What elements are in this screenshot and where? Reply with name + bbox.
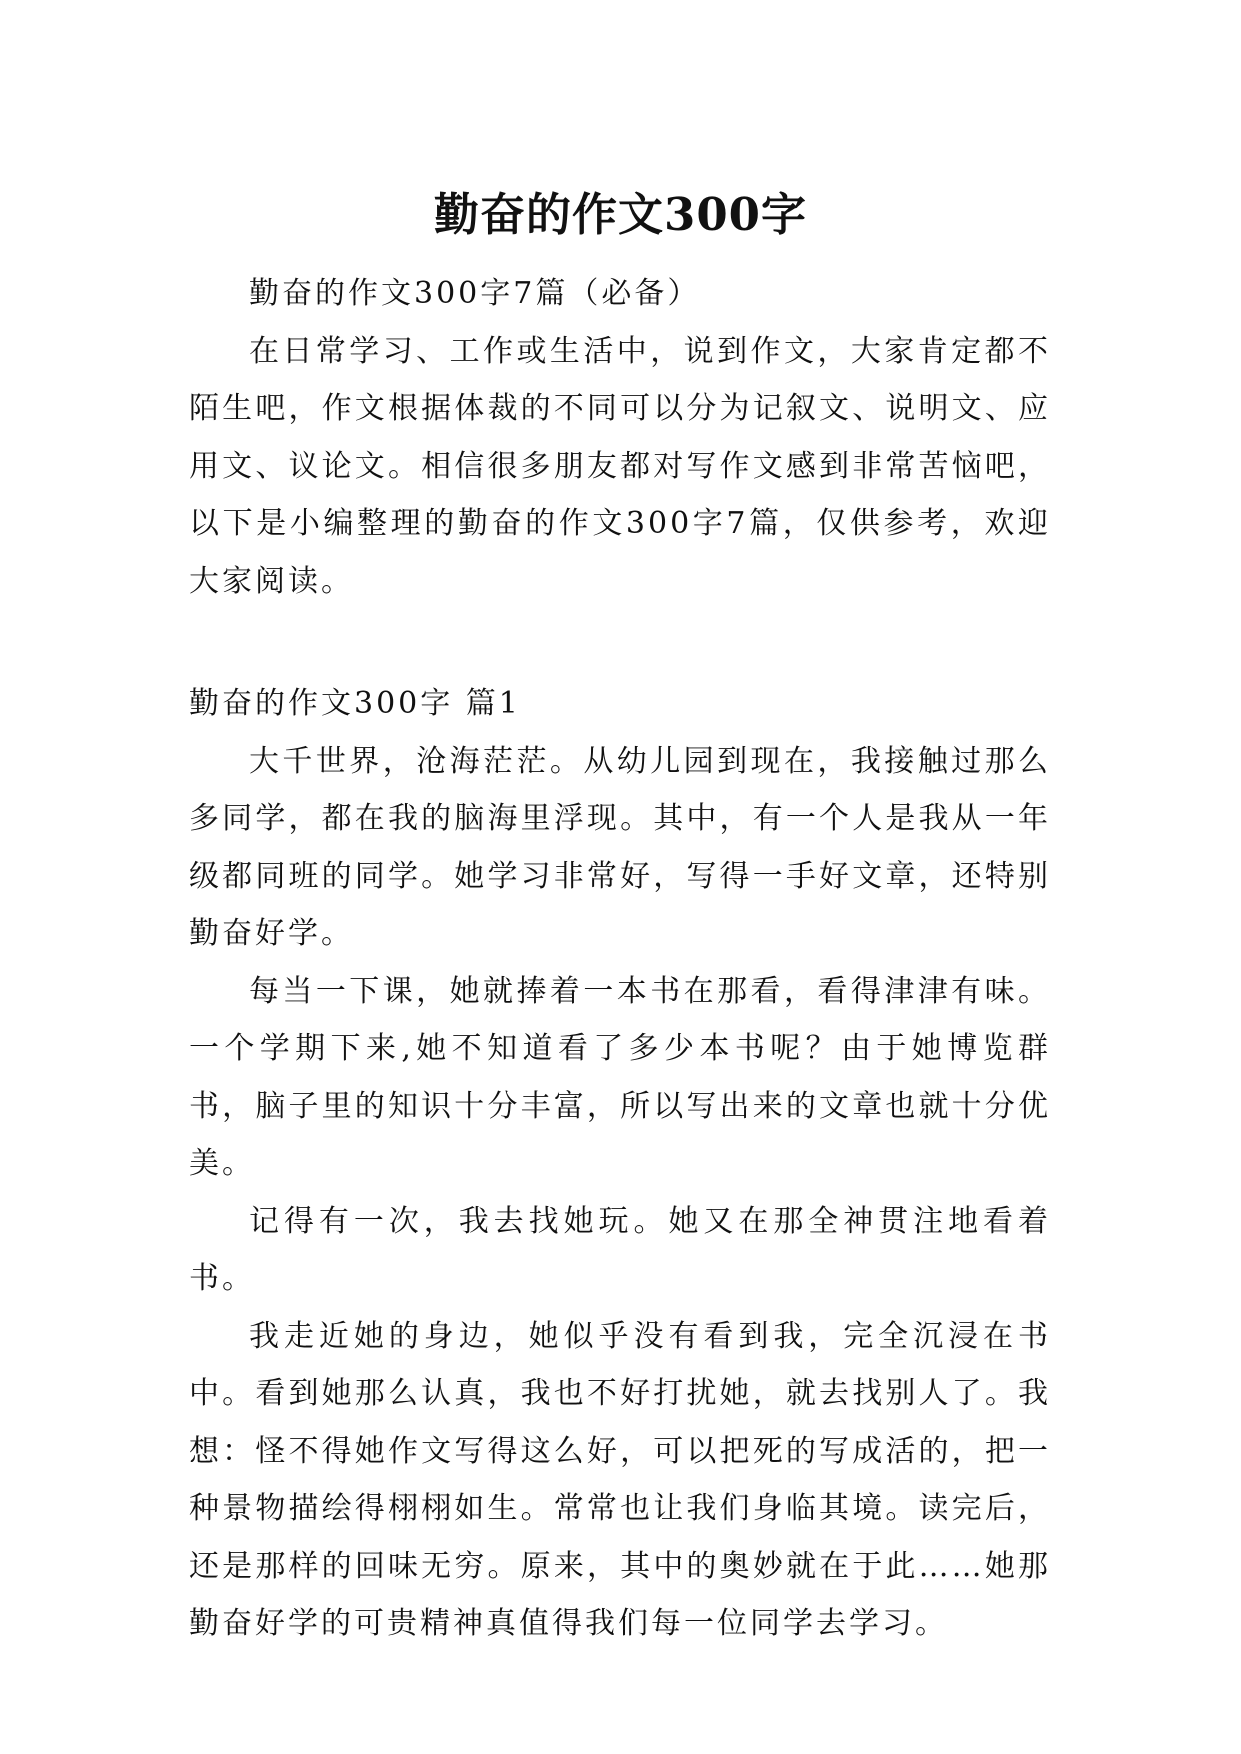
essay-paragraph: 大千世界，沧海茫茫。从幼儿园到现在，我接触过那么多同学，都在我的脑海里浮现。其中，有一个人是我从一年级都同班的同学。她学习非常好，写得一手好文章，还特别勤奋好学。	[189, 743, 1051, 951]
intro-section	[189, 265, 1051, 610]
essay-heading: 勤奋的作文300字 篇1	[189, 686, 521, 721]
essay-section	[189, 675, 1051, 1653]
essay-paragraph: 我走近她的身边，她似乎没有看到我，完全沉浸在书中。看到她那么认真，我也不好打扰她，就去找别人了。我想：怪不得她作文写得这么好，可以把死的写成活的，把一种景物描绘得栩栩如生。常常也让我们身临其境。读完后，还是那样的回味无穷。原来，其中的奥妙就在于此……她那勤奋好学的可贵精神真值得我们每一位同学去学习。	[189, 1318, 1051, 1641]
document-title: 勤奋的作文300字	[434, 188, 807, 242]
intro-subtitle: 勤奋的作文300字7篇（必备）	[249, 276, 701, 311]
intro-paragraph: 在日常学习、工作或生活中，说到作文，大家肯定都不陌生吧，作文根据体裁的不同可以分为记叙文、说明文、应用文、议论文。相信很多朋友都对写作文感到非常苦恼吧，以下是小编整理的勤奋的作文300字7篇，仅供参考，欢迎大家阅读。	[189, 333, 1051, 599]
essay-paragraph: 记得有一次，我去找她玩。她又在那全神贯注地看着书。	[189, 1203, 1051, 1296]
essay-paragraph: 每当一下课，她就捧着一本书在那看，看得津津有味。一个学期下来,她不知道看了多少本书呢？由于她博览群书，脑子里的知识十分丰富，所以写出来的文章也就十分优美。	[189, 973, 1051, 1181]
